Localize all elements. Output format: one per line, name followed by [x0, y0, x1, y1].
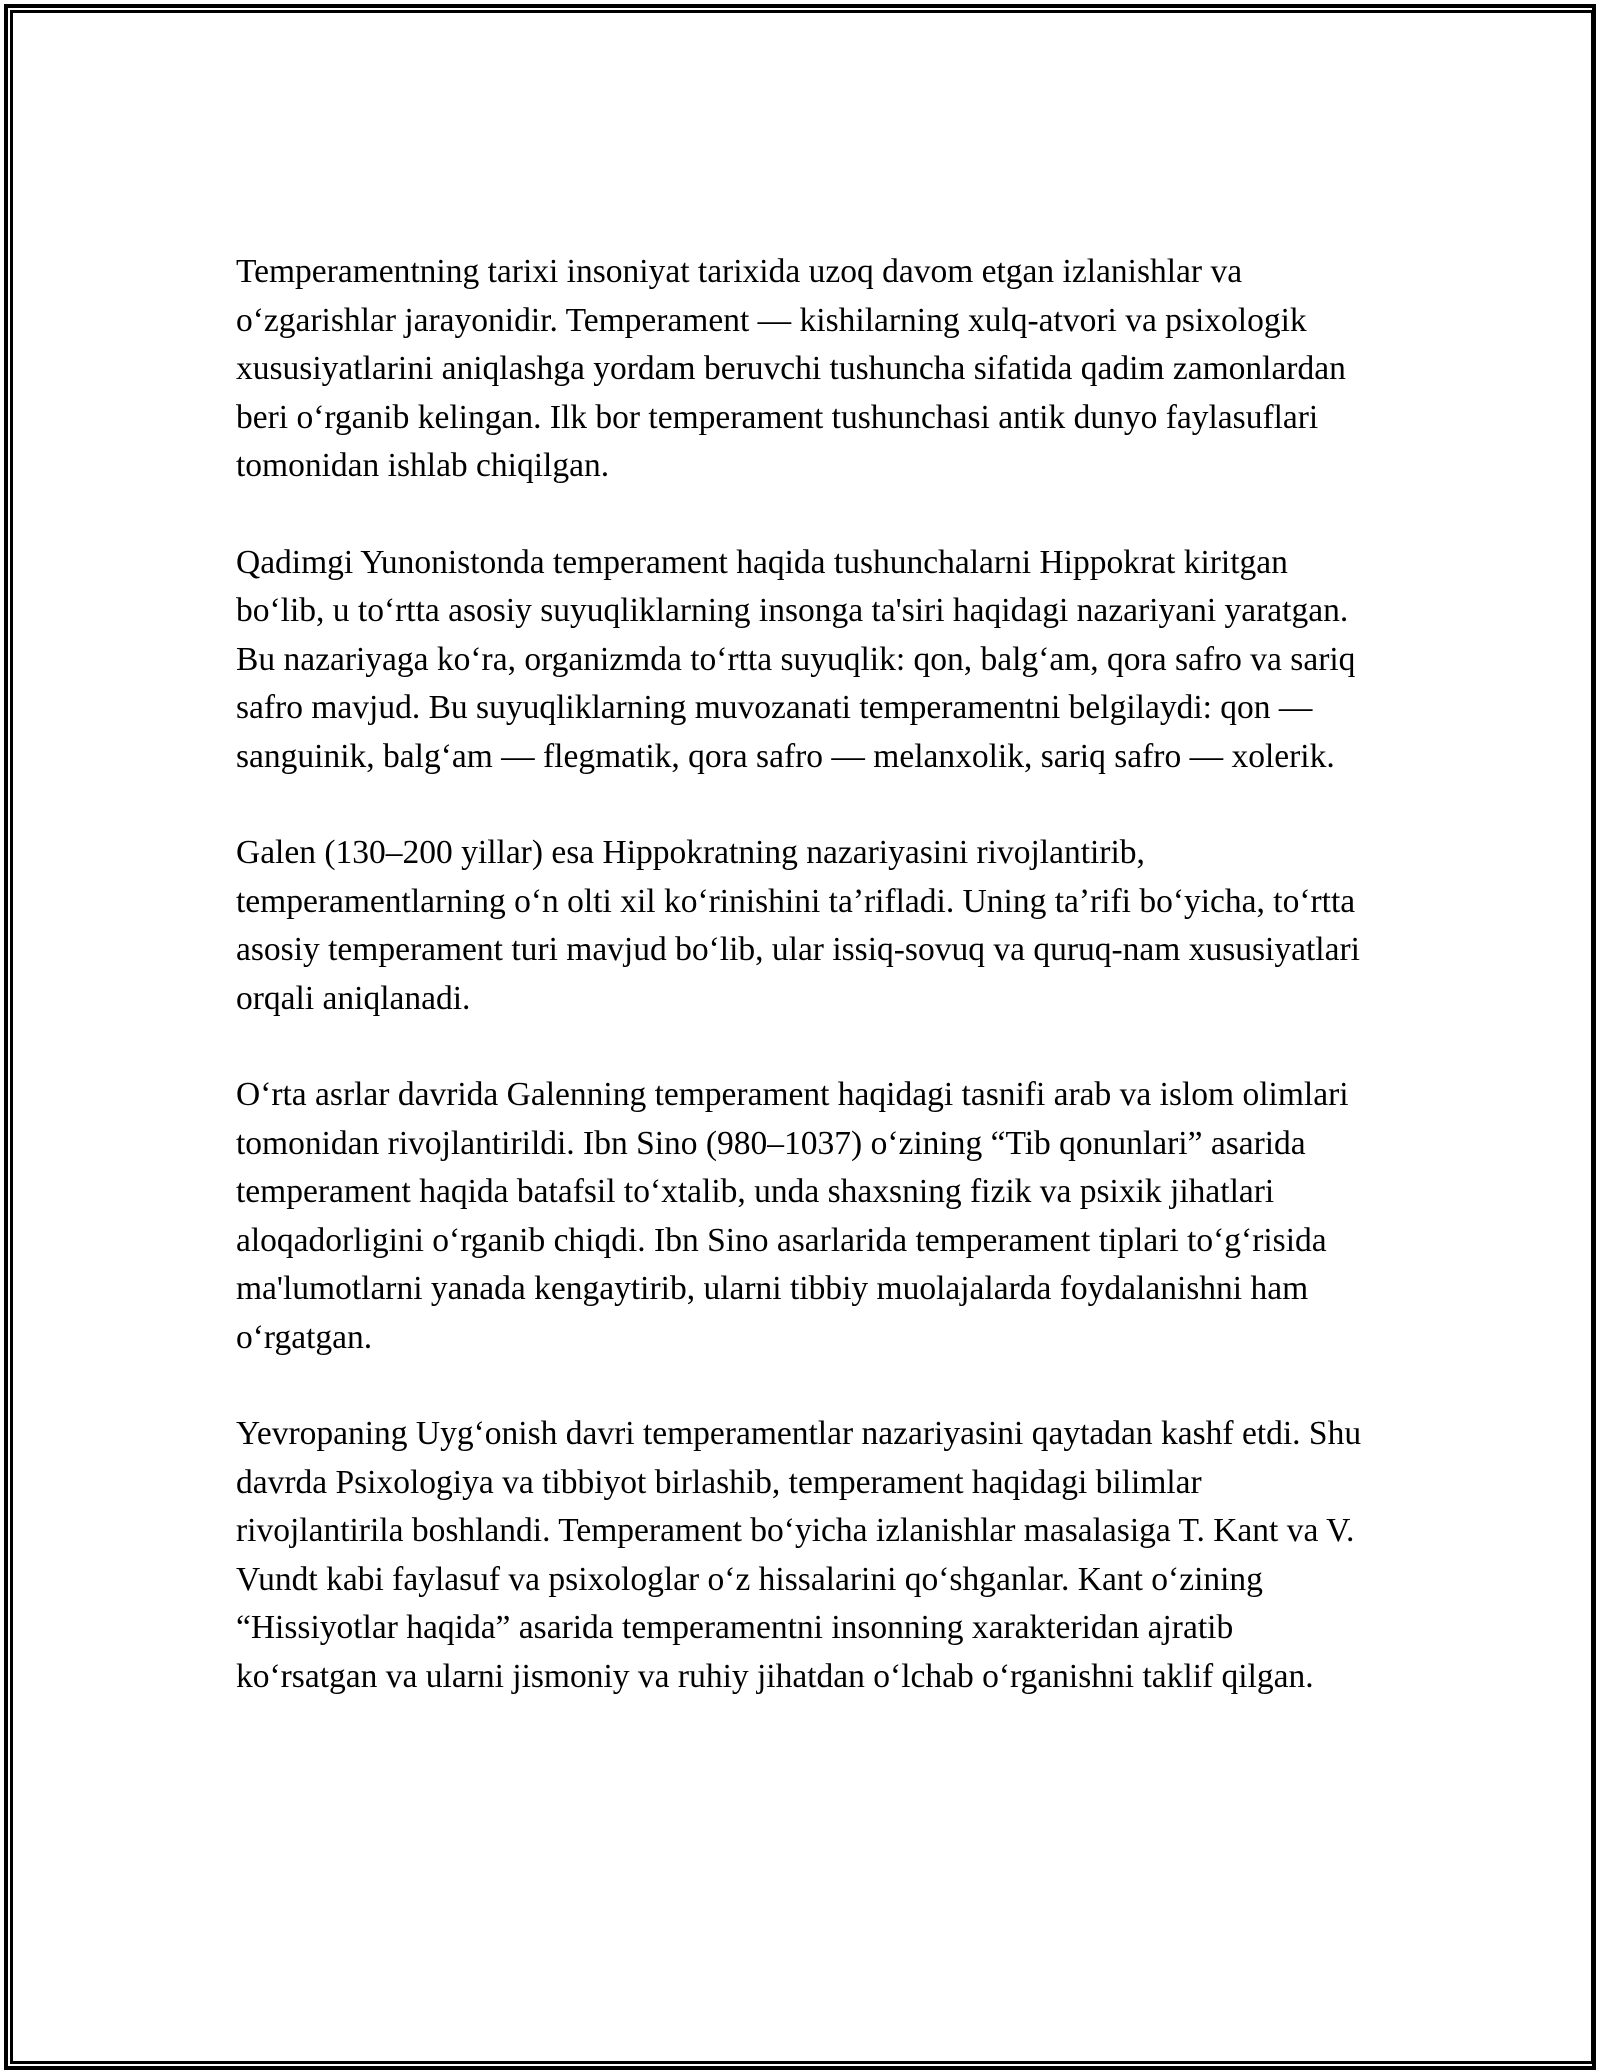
- paragraph-5: Yevropaning Uygʻonish davri temperamentlar nazariyasini qaytadan kashf etdi. Shu davrda Psixologiya va tibbiyot birlashib, temperament haqidagi bilimlar rivojlantirila boshlandi. Temperament boʻyicha izlanishlar masalasiga T. Kant va V. Vundt kabi faylasuf va psixologlar oʻz hissalarini qoʻshganlar. Kant oʻzining “Hissiyotlar haqida” asarida temperamentni insonning xarakteridan ajratib koʻrsatgan va ularni jismoniy va ruhiy jihatdan oʻlchab oʻrganishni taklif qilgan.: [236, 1415, 1362, 1695]
- paragraph-2: Qadimgi Yunonistonda temperament haqida tushunchalarni Hippokrat kiritgan boʻlib, u toʻrtta asosiy suyuqliklarning insonga ta'siri haqidagi nazariyani yaratgan. Bu nazariyaga koʻra, organizmda toʻrtta suyuqlik: qon, balgʻam, qora safro va sariq safro mavjud. Bu suyuqliklarning muvozanati temperamentni belgilaydi: qon — sanguinik, balgʻam — flegmatik, qora safro — melanxolik, sariq safro — xolerik.: [236, 543, 1356, 775]
- paragraph-3: Galen (130–200 yillar) esa Hippokratning nazariyasini rivojlantirib, temperamentlarning oʻn olti xil koʻrinishini taʼrifladi. Uning taʼrifi boʻyicha, toʻrtta asosiy temperament turi mavjud boʻlib, ular issiq-sovuq va quruq-nam xususiyatlari orqali aniqlanadi.: [236, 834, 1360, 1017]
- document-body: [236, 248, 1372, 1701]
- paragraph-4: Oʻrta asrlar davrida Galenning temperament haqidagi tasnifi arab va islom olimlari tomonidan rivojlantirildi. Ibn Sino (980–1037) oʻzining “Tib qonunlari” asarida temperament haqida batafsil toʻxtalib, unda shaxsning fizik va psixik jihatlari aloqadorligini oʻrganib chiqdi. Ibn Sino asarlarida temperament tiplari toʻgʻrisida ma'lumotlarni yanada kengaytirib, ularni tibbiy muolajalarda foydalanishni ham oʻrgatgan.: [236, 1076, 1349, 1356]
- paragraph-1: Temperamentning tarixi insoniyat tarixida uzoq davom etgan izlanishlar va oʻzgarishlar jarayonidir. Temperament — kishilarning xulq-atvori va psixologik xususiyatlarini aniqlashga yordam beruvchi tushuncha sifatida qadim zamonlardan beri oʻrganib kelingan. Ilk bor temperament tushunchasi antik dunyo faylasuflari tomonidan ishlab chiqilgan.: [236, 253, 1346, 484]
